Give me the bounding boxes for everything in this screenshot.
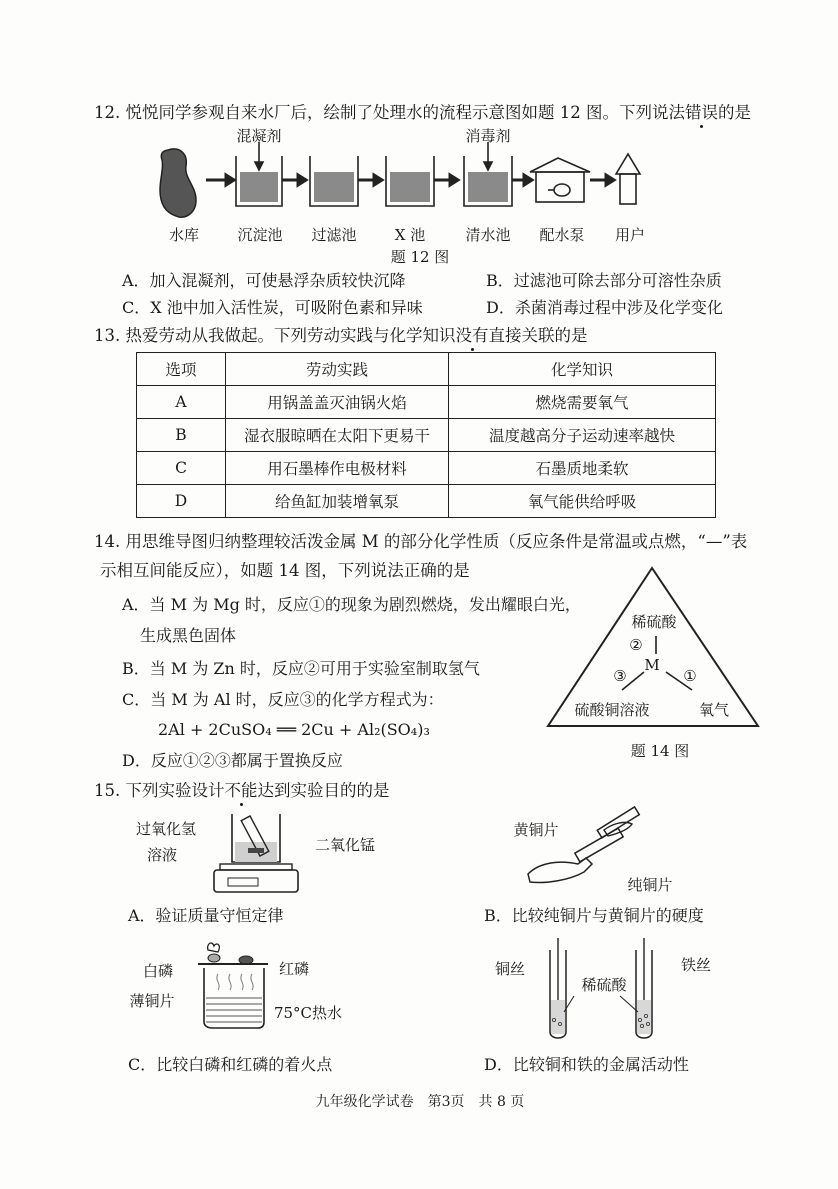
stage-label-clean-water: 清水池 — [465, 226, 511, 244]
q15-stem — [94, 781, 390, 801]
q12-figure-caption: 题 12 图 — [390, 248, 450, 266]
stage-label-sedimentation: 沉淀池 — [237, 226, 283, 244]
q14-stem-line2: 示相互间能反应），如题 14 图，下列说法正确的是 — [100, 561, 470, 580]
table-cell: 石墨质地柔软 — [449, 452, 716, 485]
q13-table — [136, 352, 716, 518]
brass-sheet-label: 黄铜片 — [513, 821, 559, 839]
table-row — [137, 386, 716, 419]
reaction-3-label: ③ — [613, 667, 627, 685]
table-cell: C — [137, 452, 226, 485]
table-row — [137, 452, 716, 485]
pure-copper-sheet-label: 纯铜片 — [627, 876, 673, 894]
table-cell: 燃烧需要氧气 — [449, 386, 716, 419]
q12-stem-emphasis: 错误 — [685, 103, 718, 122]
table-header-cell: 劳动实践 — [226, 353, 449, 386]
pump-icon — [530, 158, 590, 202]
q15-option-b: B．比较纯铜片与黄铜片的硬度 — [484, 906, 704, 925]
q14-equation: 2Al + 2CuSO₄ ══ 2Cu + Al₂(SO₄)₃ — [158, 720, 430, 739]
table-row — [137, 419, 716, 452]
q14-stem-line1 — [94, 532, 747, 552]
clean-water-tank-icon — [464, 142, 512, 206]
q15-option-c: C．比较白磷和红磷的着火点 — [128, 1055, 333, 1074]
disinfectant-label: 消毒剂 — [465, 127, 511, 145]
white-phosphorus-label: 白磷 — [142, 962, 173, 980]
page-footer: 九年级化学试卷 第3页 共 8 页 — [315, 1094, 525, 1110]
table-cell: 用石墨棒作电极材料 — [226, 452, 449, 485]
table-cell: B — [137, 419, 226, 452]
q15-option-d: D．比较铜和铁的金属活动性 — [484, 1055, 689, 1074]
q13-stem-end: 直接关联的是 — [488, 326, 588, 345]
q12-stem-end: 的是 — [718, 103, 751, 122]
q13-stem-text: 热爱劳动从我做起。下列劳动实践与化学知识 — [125, 326, 456, 345]
diagram-node-dilute-sulfuric-acid: 稀硫酸 — [631, 613, 677, 631]
table-cell: D — [137, 485, 226, 518]
thin-copper-sheet-label: 薄铜片 — [129, 992, 175, 1010]
reaction-1-label: ① — [683, 667, 697, 685]
table-header-cell: 选项 — [137, 353, 226, 386]
red-phosphorus-label: 红磷 — [278, 960, 309, 978]
q15-number: 15. — [94, 781, 121, 800]
dilute-sulfuric-acid-label: 稀硫酸 — [581, 976, 627, 994]
q14-option-a: A．当 M 为 Mg 时，反应①的现象为剧烈燃烧，发出耀眼白光， — [122, 595, 581, 614]
table-cell: 湿衣服晾晒在太阳下更易干 — [226, 419, 449, 452]
ignition-point-illustration — [194, 940, 294, 1040]
table-cell: 氧气能供给呼吸 — [449, 485, 716, 518]
q12-option-b: B．过滤池可除去部分可溶性杂质 — [486, 271, 722, 290]
table-cell: 给鱼缸加装增氧泵 — [226, 485, 449, 518]
iron-wire-label: 铁丝 — [680, 956, 711, 974]
diagram-node-oxygen: 氧气 — [698, 701, 729, 719]
filter-tank-icon — [310, 156, 358, 206]
q14-option-d: D．反应①②③都属于置换反应 — [122, 751, 343, 770]
q13-number: 13. — [94, 326, 121, 345]
q13-stem — [94, 326, 588, 346]
q15-stem-text: 下列实验设计 — [125, 781, 225, 800]
table-cell: 温度越高分子运动速率越快 — [449, 419, 716, 452]
x-tank-icon — [386, 156, 434, 206]
q15-stem-end: 达到实验目的的是 — [257, 781, 390, 800]
hydrogen-peroxide-label: 过氧化氢 — [135, 820, 196, 838]
q14-number: 14. — [94, 532, 121, 551]
table-cell: 用锅盖盖灭油锅火焰 — [226, 386, 449, 419]
q12-stem-text: 悦悦同学参观自来水厂后，绘制了处理水的流程示意图如题 12 图。下列说法 — [125, 103, 685, 122]
q14-figure-caption: 题 14 图 — [630, 742, 690, 760]
table-header-cell: 化学知识 — [449, 353, 716, 386]
stage-label-x: X 池 — [394, 226, 426, 244]
q15-stem-emphasis: 不能 — [224, 781, 258, 800]
table-cell: A — [137, 386, 226, 419]
q12-option-d: D．杀菌消毒过程中涉及化学变化 — [486, 298, 723, 317]
q14-stem-text: 用思维导图归纳整理较活泼金属 M 的部分化学性质（反应条件是常温或点燃，“—”表 — [125, 532, 748, 551]
q14-option-a-cont: 生成黑色固体 — [140, 626, 237, 645]
reaction-2-label: ② — [629, 636, 643, 654]
q15-option-a: A．验证质量守恒定律 — [128, 906, 284, 925]
solution-label: 溶液 — [146, 846, 177, 864]
q12-option-a: A．加入混凝剂，可使悬浮杂质较快沉降 — [122, 271, 406, 290]
stage-label-filter: 过滤池 — [311, 226, 357, 244]
hot-water-label: 75°C热水 — [273, 1004, 343, 1022]
diagram-node-metal-m: M — [644, 656, 660, 674]
table-header-row — [137, 353, 716, 386]
diagram-node-copper-sulfate: 硫酸铜溶液 — [574, 701, 650, 719]
q12-number: 12. — [94, 103, 121, 122]
balance-apparatus-illustration — [208, 808, 328, 898]
q14-option-c: C．当 M 为 Al 时，反应③的化学方程式为： — [122, 690, 444, 709]
sedimentation-tank-icon — [236, 142, 282, 206]
stage-label-pump: 配水泵 — [539, 226, 585, 244]
table-row — [137, 485, 716, 518]
q13-stem-emphasis: 没有 — [455, 326, 489, 345]
q14-option-b: B．当 M 为 Zn 时，反应②可用于实验室制取氢气 — [122, 659, 480, 678]
stage-label-reservoir: 水库 — [168, 226, 199, 244]
q12-option-c: C．X 池中加入活性炭，可吸附色素和异味 — [122, 298, 423, 317]
user-house-icon — [616, 154, 640, 204]
reservoir-icon — [160, 149, 196, 217]
coagulant-label: 混凝剂 — [236, 127, 282, 145]
copper-wire-label: 铜丝 — [494, 960, 525, 978]
stage-label-user: 用户 — [614, 226, 645, 244]
manganese-dioxide-label: 二氧化锰 — [314, 836, 375, 854]
